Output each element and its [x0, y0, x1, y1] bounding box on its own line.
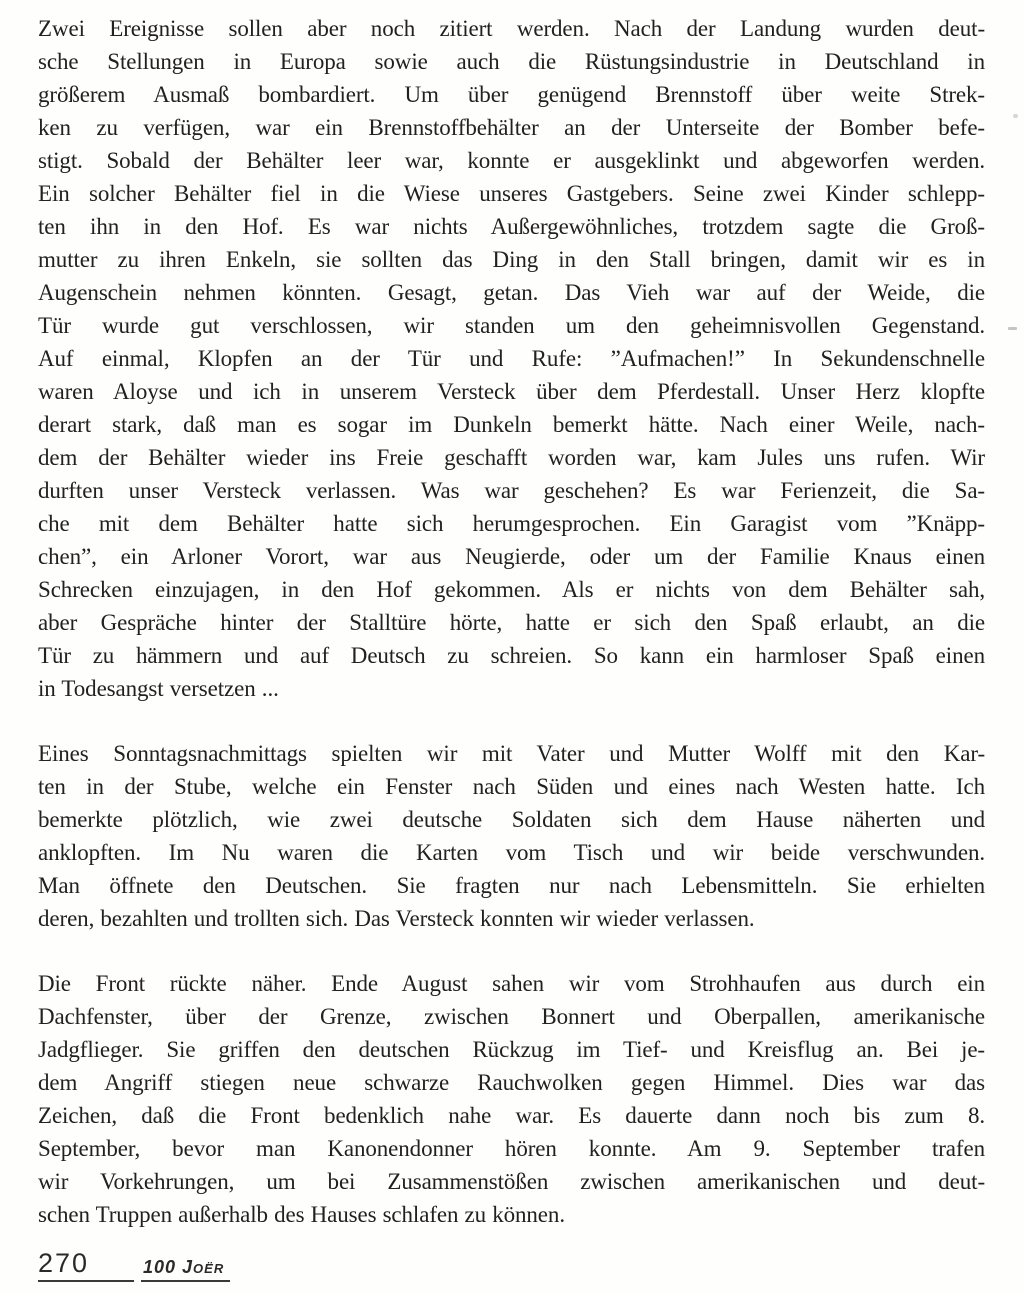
text-line: Dachfenster, über der Grenze, zwischen Bonnert und Oberpallen, amerikanische	[38, 1004, 985, 1029]
text-line: dem der Behälter wieder ins Freie geschafft worden war, kam Jules uns rufen. Wir	[38, 445, 985, 470]
paragraph	[38, 967, 985, 1231]
text-line: bemerkte plötzlich, wie zwei deutsche Soldaten sich dem Hause näherten und	[38, 807, 985, 832]
text-line: derart stark, daß man es sogar im Dunkeln bemerkt hätte. Nach einer Weile, nach-	[38, 412, 985, 437]
text-line: Eines Sonntagsnachmittags spielten wir mit Vater und Mutter Wolff mit den Kar-	[38, 741, 985, 766]
text-line: aber Gespräche hinter der Stalltüre hörte, hatte er sich den Spaß erlaubt, an die	[38, 610, 985, 635]
body-text	[38, 12, 985, 1231]
text-line: chen”, ein Arloner Vorort, war aus Neugierde, oder um der Familie Knaus einen	[38, 544, 985, 569]
text-line: Schrecken einzujagen, in den Hof gekommen. Als er nichts von dem Behälter sah,	[38, 577, 985, 602]
text-line: wir Vorkehrungen, um bei Zusammenstößen zwischen amerikanischen und deut-	[38, 1169, 985, 1194]
text-line: Ein solcher Behälter fiel in die Wiese unseres Gastgebers. Seine zwei Kinder schlepp-	[38, 181, 985, 206]
running-title: 100 Joër	[141, 1256, 230, 1282]
page-number: 270	[38, 1248, 134, 1282]
paragraph	[38, 12, 985, 705]
scan-artifact	[1008, 327, 1017, 330]
text-line: che mit dem Behälter hatte sich herumgesprochen. Ein Garagist vom ”Knäpp-	[38, 511, 985, 536]
text-line: größerem Ausmaß bombardiert. Um über genügend Brennstoff über weite Strek-	[38, 82, 985, 107]
text-line: durften unser Versteck verlassen. Was war geschehen? Es war Ferienzeit, die Sa-	[38, 478, 985, 503]
scan-artifact	[1013, 114, 1018, 118]
text-line: mutter zu ihren Enkeln, sie sollten das Ding in den Stall bringen, damit wir es in	[38, 247, 985, 272]
text-line: Man öffnete den Deutschen. Sie fragten nur nach Lebensmitteln. Sie erhielten	[38, 873, 985, 898]
text-line: Die Front rückte näher. Ende August sahen wir vom Strohhaufen aus durch ein	[38, 971, 985, 996]
text-line: schen Truppen außerhalb des Hauses schlafen zu können.	[38, 1202, 565, 1227]
text-line: Tür wurde gut verschlossen, wir standen um den geheimnisvollen Gegenstand.	[38, 313, 985, 338]
text-line: dem Angriff stiegen neue schwarze Rauchwolken gegen Himmel. Dies war das	[38, 1070, 985, 1095]
paragraph	[38, 737, 985, 935]
text-line: September, bevor man Kanonendonner hören konnte. Am 9. September trafen	[38, 1136, 985, 1161]
text-line: Zwei Ereignisse sollen aber noch zitiert werden. Nach der Landung wurden deut-	[38, 16, 985, 41]
text-line: ten ihn in den Hof. Es war nichts Außergewöhnliches, trotzdem sagte die Groß-	[38, 214, 985, 239]
text-line: Auf einmal, Klopfen an der Tür und Rufe: ”Aufmachen!” In Sekundenschnelle	[38, 346, 985, 371]
text-line: Jadgflieger. Sie griffen den deutschen Rückzug im Tief- und Kreisflug an. Bei je-	[38, 1037, 985, 1062]
text-line: waren Aloyse und ich in unserem Versteck über dem Pferdestall. Unser Herz klopfte	[38, 379, 985, 404]
text-line: stigt. Sobald der Behälter leer war, konnte er ausgeklinkt und abgeworfen werden.	[38, 148, 985, 173]
text-line: ken zu verfügen, war ein Brennstoffbehälter an der Unterseite der Bomber befe-	[38, 115, 985, 140]
text-line: Zeichen, daß die Front bedenklich nahe war. Es dauerte dann noch bis zum 8.	[38, 1103, 985, 1128]
text-line: Augenschein nehmen könnten. Gesagt, getan. Das Vieh war auf der Weide, die	[38, 280, 985, 305]
text-line: sche Stellungen in Europa sowie auch die Rüstungsindustrie in Deutschland in	[38, 49, 985, 74]
text-line: deren, bezahlten und trollten sich. Das Versteck konnten wir wieder verlassen.	[38, 906, 755, 931]
text-line: Tür zu hämmern und auf Deutsch zu schreien. So kann ein harmloser Spaß einen	[38, 643, 985, 668]
text-line: in Todesangst versetzen ...	[38, 676, 279, 701]
text-line: ten in der Stube, welche ein Fenster nach Süden und eines nach Westen hatte. Ich	[38, 774, 985, 799]
page-footer	[38, 1248, 230, 1282]
text-line: anklopften. Im Nu waren die Karten vom Tisch und wir beide verschwunden.	[38, 840, 985, 865]
